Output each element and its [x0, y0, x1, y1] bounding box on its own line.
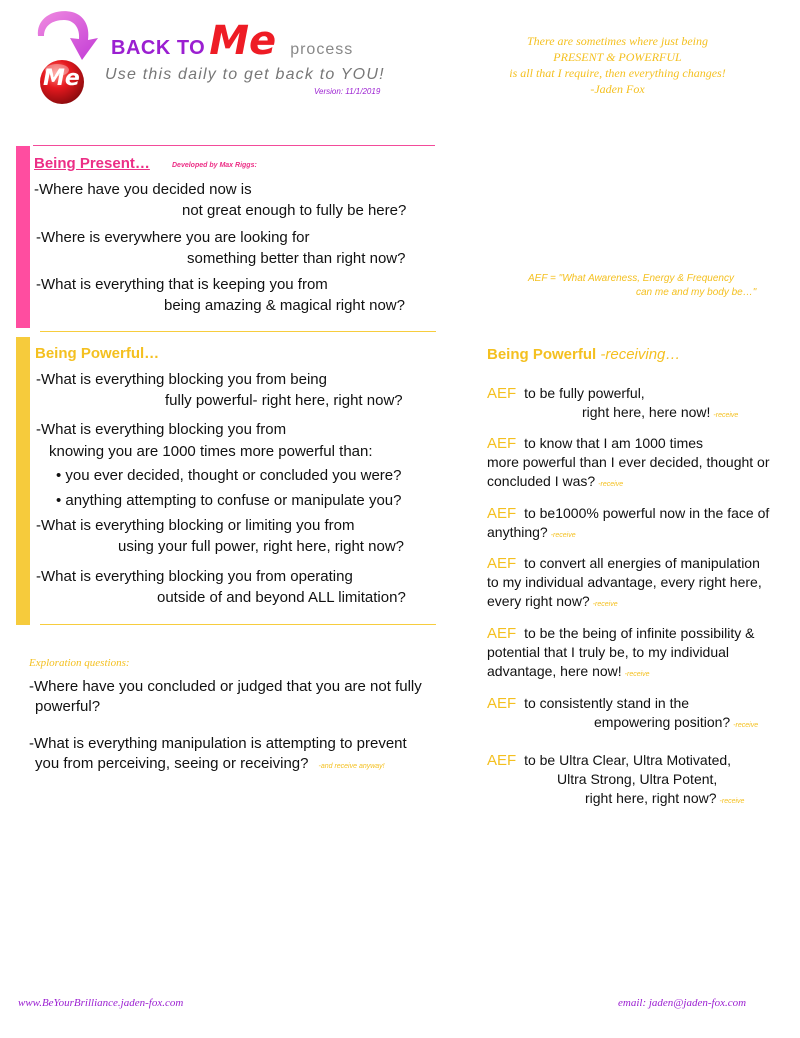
logo-arrow-icon — [32, 6, 104, 106]
aef-line: to convert all energies of manipulation — [524, 555, 760, 571]
receive-note: -and receive anyway! — [318, 763, 385, 770]
receive-note: -receive — [550, 532, 576, 539]
quote-line: is all that I require, then everything changes! — [509, 66, 726, 80]
page-title — [111, 18, 353, 64]
subtitle: Use this daily to get back to YOU! — [105, 66, 385, 83]
version-label: Version: 11/1/2019 — [314, 87, 381, 96]
exploration-heading: Exploration questions: — [29, 657, 130, 669]
aef-tag: AEF — [487, 555, 517, 572]
receive-note: -receive — [733, 722, 759, 729]
receive-note: -receive — [592, 601, 618, 608]
bullet-item: • anything attempting to confuse or manipulate you? — [56, 492, 402, 509]
receive-note: -receive — [713, 412, 739, 419]
aef-line: to be1000% powerful now in the face of — [524, 505, 770, 521]
receive-note: -receive — [719, 798, 745, 805]
aef-tag: AEF — [487, 695, 517, 712]
powerful-side-bar — [16, 337, 30, 625]
aef-line: potential that I truly be, to my individual — [487, 644, 730, 660]
aef-line: Ultra Strong, Ultra Potent, — [557, 771, 718, 787]
aef-item — [487, 624, 754, 684]
quote-line: PRESENT & POWERFUL — [553, 50, 682, 64]
aef-line: to be fully powerful, — [524, 385, 645, 401]
receive-note: -receive — [624, 671, 650, 678]
question-line: -Where is everywhere you are looking for — [36, 229, 310, 246]
aef-item — [487, 384, 738, 425]
exploration-question — [29, 734, 407, 777]
receiving-heading-text: Being Powerful — [487, 346, 597, 363]
aef-tag: AEF — [487, 625, 517, 642]
aef-line: right here, here now! — [582, 404, 711, 420]
aef-item — [487, 751, 744, 811]
aef-item — [487, 504, 769, 545]
present-side-bar — [16, 146, 30, 328]
powerful-question — [36, 369, 403, 411]
question-line: -What is everything blocking you from operating — [36, 568, 353, 585]
divider — [33, 145, 435, 146]
logo-text: Me — [43, 66, 80, 91]
footer-website-link[interactable]: www.BeYourBrilliance.jaden-fox.com — [18, 997, 184, 1009]
powerful-heading: Being Powerful… — [35, 345, 160, 362]
question-line: something better than right now? — [187, 250, 406, 267]
question-line: being amazing & magical right now? — [164, 297, 405, 314]
present-question — [34, 179, 406, 221]
aef-line: empowering position? — [594, 714, 731, 730]
aef-line: to be Ultra Clear, Ultra Motivated, — [524, 752, 732, 768]
aef-line: more powerful than I ever decided, thought or — [487, 454, 770, 470]
question-line: powerful? — [35, 698, 101, 715]
aef-item — [487, 554, 762, 614]
aef-line: concluded I was? — [487, 473, 596, 489]
question-line: using your full power, right here, right now? — [118, 538, 404, 555]
question-line: -What is everything that is keeping you from — [36, 276, 328, 293]
present-question — [36, 227, 405, 269]
question-line: -Where have you decided now is — [34, 181, 252, 198]
aef-line: advantage, here now! — [487, 663, 622, 679]
present-credit: Developed by Max Riggs: — [172, 162, 257, 169]
aef-definition-line: can me and my body be…" — [636, 287, 757, 298]
title-back-to: BACK TO — [111, 37, 206, 59]
receive-note: -receive — [598, 481, 624, 488]
question-line: knowing you are 1000 times more powerful than: — [49, 443, 373, 460]
aef-item — [487, 694, 758, 735]
aef-item — [487, 434, 770, 494]
divider — [40, 624, 436, 625]
question-line: you from perceiving, seeing or receiving? — [35, 755, 309, 772]
quote-author: -Jaden Fox — [590, 82, 645, 96]
aef-definition-line: AEF = "What Awareness, Energy & Frequency — [528, 273, 734, 284]
quote-line: There are sometimes where just being — [527, 34, 708, 48]
question-line: outside of and beyond ALL limitation? — [157, 589, 406, 606]
question-line: -What is everything manipulation is attempting to prevent — [29, 735, 407, 752]
question-line: -What is everything blocking you from — [36, 421, 287, 438]
me-logo — [32, 6, 104, 106]
aef-line: to my individual advantage, every right here, — [487, 574, 762, 590]
quote — [480, 33, 755, 97]
aef-definition — [497, 272, 767, 300]
aef-tag: AEF — [487, 505, 517, 522]
aef-line: to consistently stand in the — [524, 695, 690, 711]
present-question — [36, 274, 405, 316]
aef-line: right here, right now? — [585, 790, 717, 806]
divider — [40, 331, 436, 332]
question-line: -What is everything blocking or limiting you from — [36, 517, 355, 534]
footer-email-link[interactable]: email: jaden@jaden-fox.com — [618, 997, 747, 1009]
aef-tag: AEF — [487, 435, 517, 452]
aef-line: to know that I am 1000 times — [524, 435, 704, 451]
title-process: process — [290, 41, 354, 58]
title-me: Me — [209, 18, 277, 64]
question-line: not great enough to fully be here? — [182, 202, 407, 219]
receiving-heading-suffix: -receiving… — [600, 346, 681, 363]
receiving-heading — [487, 346, 680, 363]
aef-line: anything? — [487, 524, 548, 540]
powerful-question — [36, 566, 406, 608]
aef-line: every right now? — [487, 593, 590, 609]
aef-tag: AEF — [487, 752, 517, 769]
aef-line: to be the being of infinite possibility & — [524, 625, 755, 641]
present-heading: Being Present… — [34, 155, 150, 172]
exploration-question — [29, 677, 422, 717]
powerful-question — [36, 419, 401, 512]
question-line: fully powerful- right here, right now? — [165, 392, 403, 409]
question-line: -What is everything blocking you from being — [36, 371, 327, 388]
powerful-question — [36, 515, 404, 557]
aef-tag: AEF — [487, 385, 517, 402]
question-line: -Where have you concluded or judged that you are not fully — [29, 678, 422, 695]
bullet-item: • you ever decided, thought or concluded you were? — [56, 467, 402, 484]
